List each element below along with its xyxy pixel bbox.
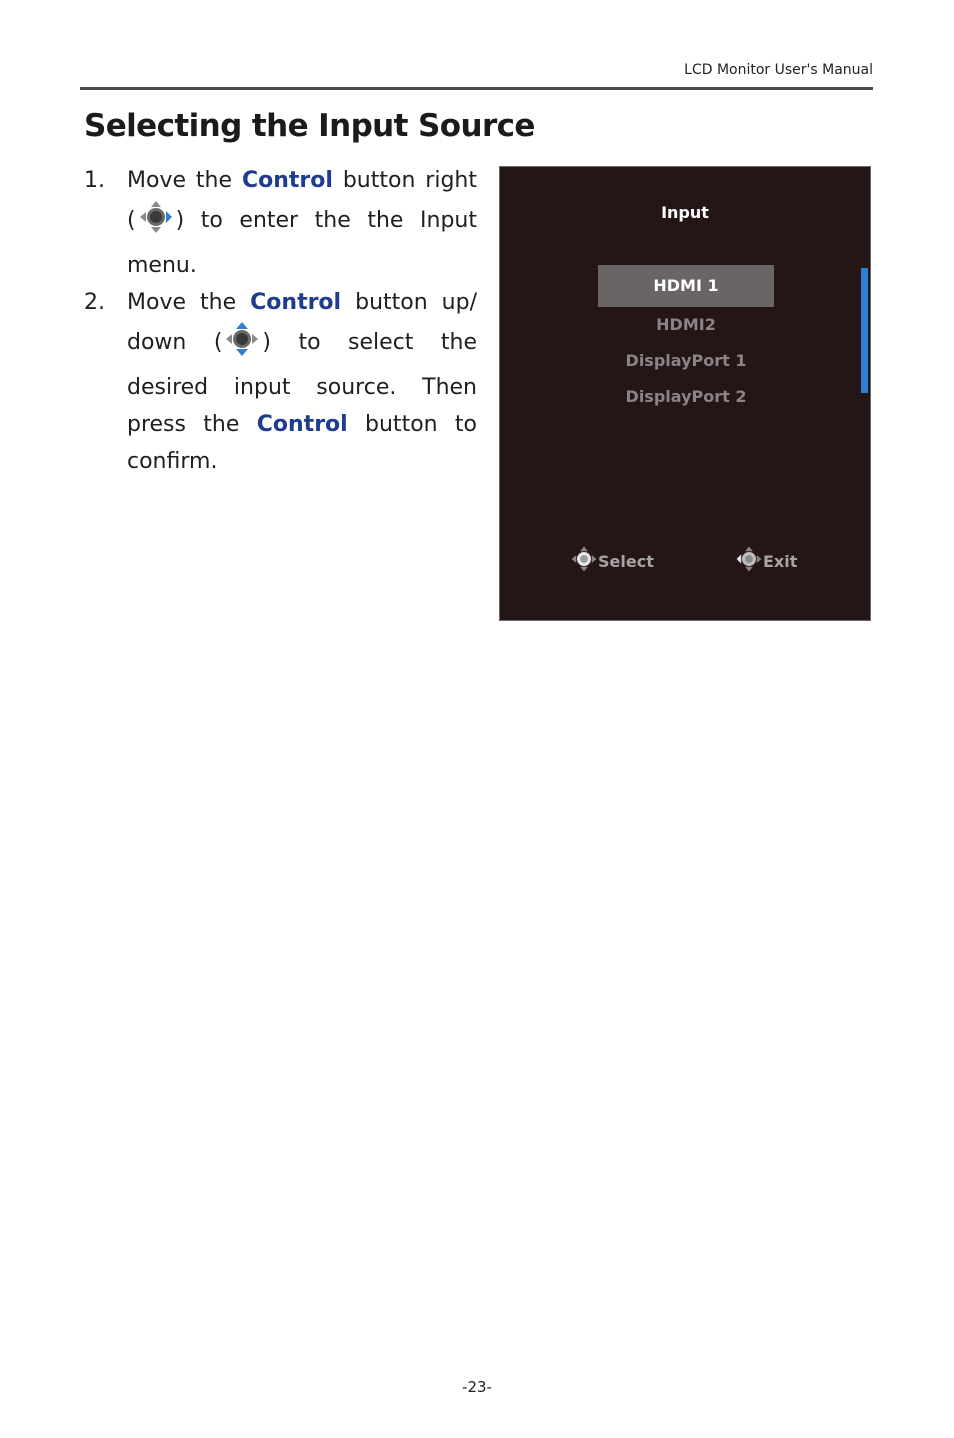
page-number: -23- (462, 1378, 492, 1396)
osd-select-label: Select (598, 551, 654, 571)
joystick-select-icon (570, 545, 598, 577)
osd-item-displayport2[interactable]: DisplayPort 2 (625, 387, 747, 406)
step-text (127, 284, 477, 480)
joystick-exit-icon (735, 545, 763, 577)
steps-list (84, 162, 477, 480)
step-text-part: button to confirm. (127, 412, 478, 474)
step-text (127, 162, 477, 284)
osd-item-hdmi2[interactable]: HDMI2 (656, 315, 716, 334)
control-keyword: Control (241, 168, 333, 193)
osd-item-hdmi1[interactable]: HDMI 1 (598, 265, 774, 307)
header-rule (80, 87, 873, 90)
osd-input-menu (499, 166, 871, 621)
control-keyword: Control (256, 412, 348, 437)
step-text-part: button up/ down ( (127, 290, 478, 355)
osd-select-hint (570, 545, 654, 577)
osd-title: Input (661, 203, 709, 222)
step-text-part: ) to enter the the Input menu. (127, 208, 477, 278)
step-text-part: Move the (127, 168, 242, 193)
step-2 (84, 284, 477, 480)
step-text-part: Move the (127, 290, 251, 315)
step-1 (84, 162, 477, 284)
step-text-part: ) to select the desired input source. Then press the (127, 330, 477, 437)
section-title: Selecting the Input Source (84, 108, 535, 144)
manual-title: LCD Monitor User's Manual (684, 62, 873, 78)
step-text-part: button right ( (127, 168, 477, 233)
step-number: 1. (84, 168, 105, 193)
osd-item-displayport1[interactable]: DisplayPort 1 (625, 351, 747, 370)
joystick-right-icon (138, 199, 174, 247)
osd-exit-hint (735, 545, 797, 577)
osd-exit-label: Exit (763, 551, 798, 571)
osd-scrollbar (861, 268, 868, 393)
step-number: 2. (84, 290, 105, 315)
joystick-up-down-icon (224, 321, 260, 369)
control-keyword: Control (250, 290, 342, 315)
